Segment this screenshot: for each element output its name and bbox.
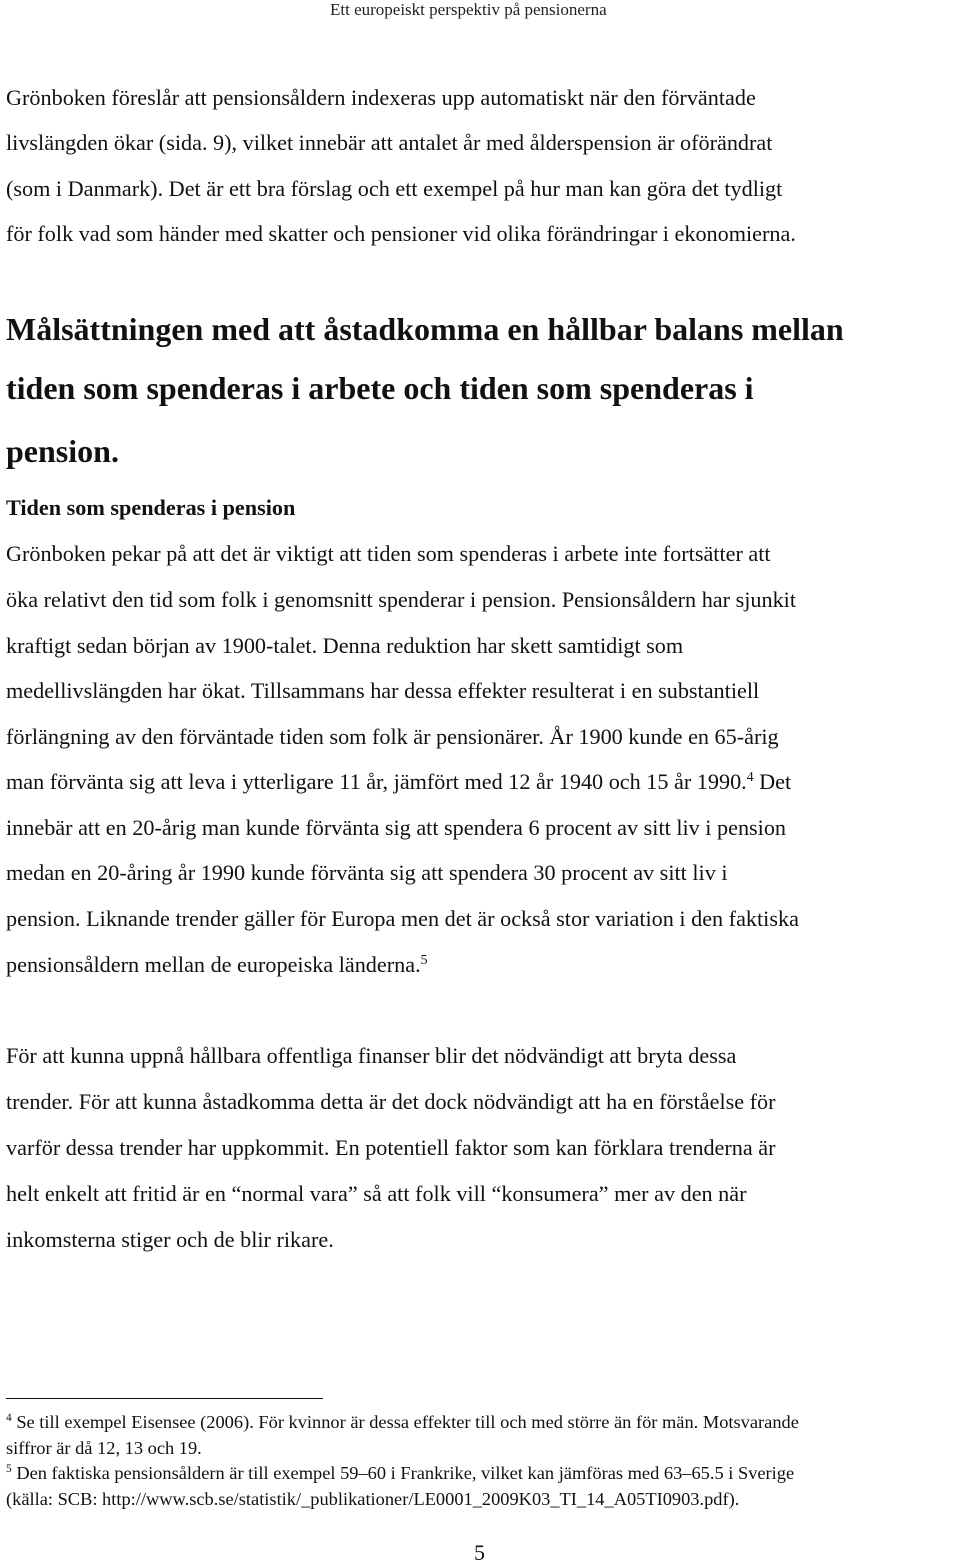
- paragraph-line: trender. För att kunna åstadkomma detta är det dock nödvändigt att ha en förståelse för: [6, 1089, 776, 1114]
- footnote-4: [6, 1411, 799, 1433]
- footnote-5-continued[interactable]: [6, 1488, 739, 1510]
- footnote-divider: [6, 1398, 323, 1399]
- heading-line: Målsättningen med att åstadkomma en hållbar balans mellan: [6, 311, 844, 347]
- paragraph-line: kraftigt sedan början av 1900-talet. Denna reduktion har skett samtidigt som: [6, 633, 684, 658]
- page-number: 5: [474, 1540, 485, 1565]
- footnote-number: 4: [6, 1412, 12, 1425]
- line-text: Det: [759, 769, 792, 794]
- footnote-ref-4[interactable]: 4: [746, 768, 754, 784]
- footnote-number: 5: [6, 1463, 12, 1476]
- paragraph-line: medan en 20-åring år 1990 kunde förvänta sig att spendera 30 procent av sitt liv i: [6, 860, 728, 885]
- running-header: Ett europeiskt perspektiv på pensionerna: [330, 0, 607, 19]
- line-text: pensionsåldern mellan de europeiska länderna.: [6, 952, 421, 977]
- paragraph-line: inkomsterna stiger och de blir rikare.: [6, 1227, 334, 1252]
- intro-line: för folk vad som händer med skatter och pensioner vid olika förändringar i ekonomierna.: [6, 221, 796, 246]
- heading-line: tiden som spenderas i arbete och tiden som spenderas i: [6, 370, 754, 406]
- paragraph-line: förlängning av den förväntade tiden som folk är pensionärer. År 1900 kunde en 65-årig: [6, 724, 779, 749]
- line-text: man förvänta sig att leva i ytterligare 11 år, jämfört med 12 år 1940 och 15 år 1990.: [6, 769, 747, 794]
- paragraph-line: Grönboken pekar på att det är viktigt att tiden som spenderas i arbete inte fortsätter att: [6, 541, 771, 566]
- heading-line: pension.: [6, 433, 119, 469]
- paragraph-line: helt enkelt att fritid är en “normal vara” så att folk vill “konsumera” mer av den när: [6, 1181, 747, 1206]
- footnote-5: [6, 1462, 794, 1484]
- paragraph-line: medellivslängden har ökat. Tillsammans har dessa effekter resulterat i en substantiell: [6, 678, 760, 703]
- paragraph-line: innebär att en 20-årig man kunde förvänta sig att spendera 6 procent av sitt liv i pension: [6, 815, 787, 840]
- intro-line: (som i Danmark). Det är ett bra förslag och ett exempel på hur man kan göra det tydligt: [6, 176, 783, 201]
- paragraph-line: varför dessa trender har uppkommit. En potentiell faktor som kan förklara trenderna är: [6, 1135, 776, 1160]
- footnote-text: Se till exempel Eisensee (2006). För kvinnor är dessa effekter till och med större än för män. Motsvarande: [16, 1412, 799, 1432]
- paragraph-line: [6, 769, 791, 795]
- paragraph-line: öka relativt den tid som folk i genomsnitt spenderar i pension. Pensionsåldern har sjunkit: [6, 587, 796, 612]
- paragraph-line: pension. Liknande trender gäller för Europa men det är också stor variation i den faktiska: [6, 906, 799, 931]
- footnote-text: Den faktiska pensionsåldern är till exempel 59–60 i Frankrike, vilket kan jämföras med 63–65.5 i Sverige: [16, 1463, 795, 1483]
- footnote-url-text[interactable]: (källa: SCB: http://www.scb.se/statistik/_publikationer/LE0001_2009K03_TI_14_A05TI0903.pdf).: [6, 1489, 740, 1509]
- paragraph-line: För att kunna uppnå hållbara offentliga finanser blir det nödvändigt att bryta dessa: [6, 1043, 737, 1068]
- footnote-ref-5[interactable]: 5: [420, 951, 428, 967]
- intro-line: livslängden ökar (sida. 9), vilket innebär att antalet år med ålderspension är oförändrat: [6, 130, 773, 155]
- footnote-4-continued: siffror är då 12, 13 och 19.: [6, 1438, 202, 1458]
- intro-line: Grönboken föreslår att pensionsåldern indexeras upp automatiskt när den förväntade: [6, 85, 756, 110]
- subheading: Tiden som spenderas i pension: [6, 495, 296, 520]
- paragraph-line: [6, 952, 428, 978]
